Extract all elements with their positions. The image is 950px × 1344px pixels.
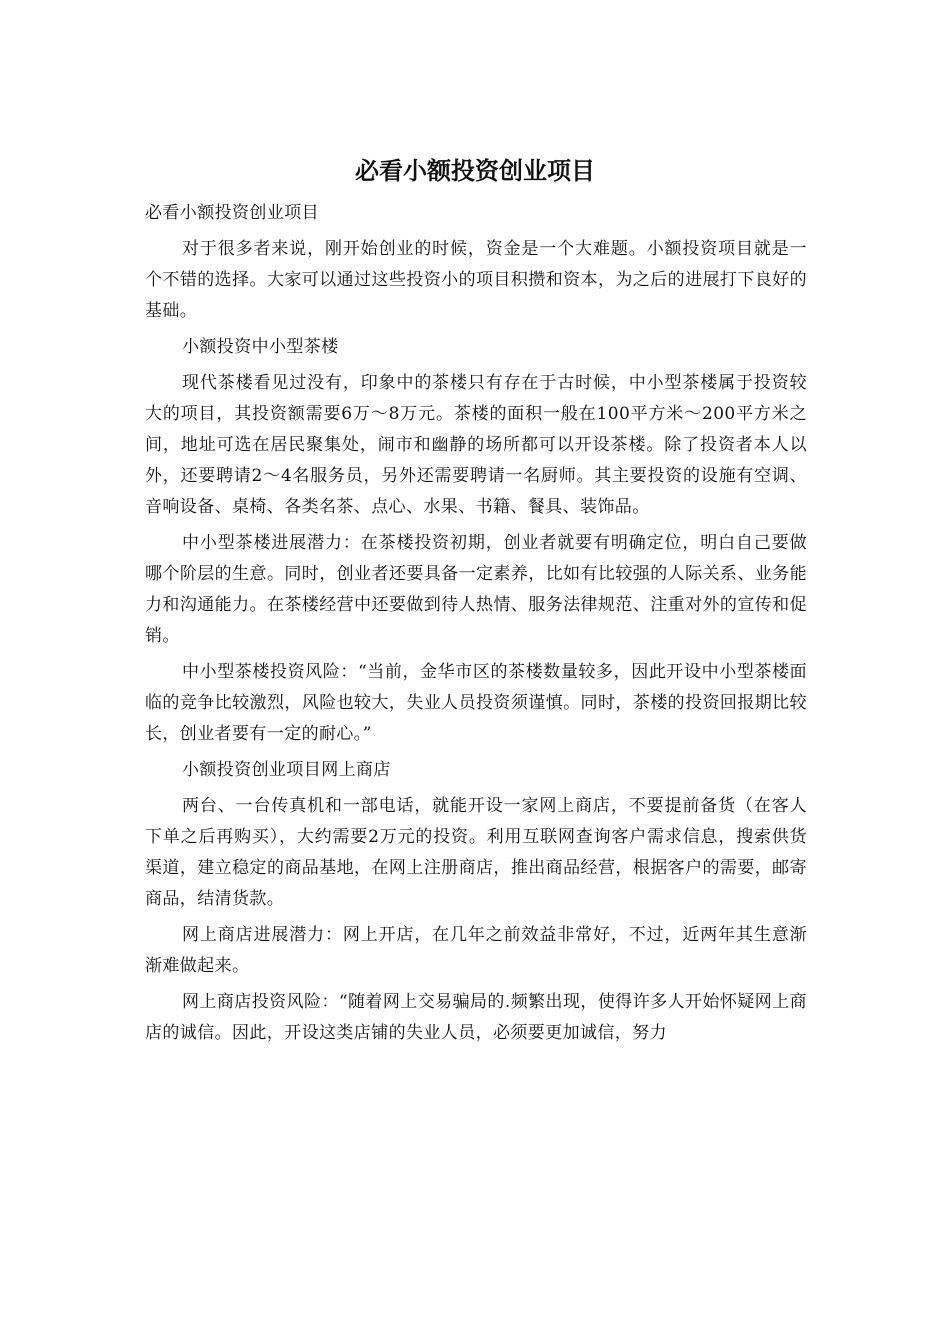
intro-paragraph: 对于很多者来说，刚开始创业的时候，资金是一个大难题。小额投资项目就是一个不错的选择。大家可以通过这些投资小的项目积攒和资本，为之后的进展打下良好的基础。 — [145, 239, 807, 321]
document-body — [145, 198, 807, 1054]
subtitle-paragraph: 必看小额投资创业项目 — [145, 203, 319, 223]
online-store-risk-paragraph: 网上商店投资风险：“随着网上交易骗局的.频繁出现，使得许多人开始怀疑网上商店的诚信。因此，开设这类店铺的失业人员，必须要更加诚信，努力 — [145, 992, 807, 1043]
teahouse-risk-paragraph: 中小型茶楼投资风险：“当前，金华市区的茶楼数量较多，因此开设中小型茶楼面临的竞争比较激烈，风险也较大，失业人员投资须谨慎。同时，茶楼的投资回报期比较长，创业者要有一定的耐心。” — [145, 662, 807, 744]
section-heading-teahouse: 小额投资中小型茶楼 — [182, 337, 339, 357]
online-store-description-paragraph: 两台、一台传真机和一部电话，就能开设一家网上商店，不要提前备货（在客人下单之后再购买），大约需要2万元的投资。利用互联网查询客户需求信息，搜索供货渠道，建立稳定的商品基地，在网上注册商店，推出商品经营，根据客户的需要，邮寄商品，结清货款。 — [145, 796, 807, 909]
teahouse-description-paragraph: 现代茶楼看见过没有，印象中的茶楼只有存在于古时候，中小型茶楼属于投资较大的项目，其投资额需要6万～8万元。茶楼的面积一般在100平方米～200平方米之间，地址可选在居民聚集处，闹市和幽静的场所都可以开设茶楼。除了投资者本人以外，还要聘请2～4名服务员，另外还需要聘请一名厨师。其主要投资的设施有空调、音响设备、桌椅、各类名茶、点心、水果、书籍、餐具、装饰品。 — [145, 373, 807, 517]
teahouse-potential-paragraph: 中小型茶楼进展潜力：在茶楼投资初期，创业者就要有明确定位，明白自己要做哪个阶层的生意。同时，创业者还要具备一定素养，比如有比较强的人际关系、业务能力和沟通能力。在茶楼经营中还要做到待人热情、服务法律规范、注重对外的宣传和促销。 — [145, 533, 807, 646]
section-heading-online-store: 小额投资创业项目网上商店 — [182, 760, 391, 780]
online-store-potential-paragraph: 网上商店进展潜力：网上开店，在几年之前效益非常好，不过，近两年其生意渐渐难做起来。 — [145, 925, 807, 976]
document-title: 必看小额投资创业项目 — [355, 157, 595, 185]
